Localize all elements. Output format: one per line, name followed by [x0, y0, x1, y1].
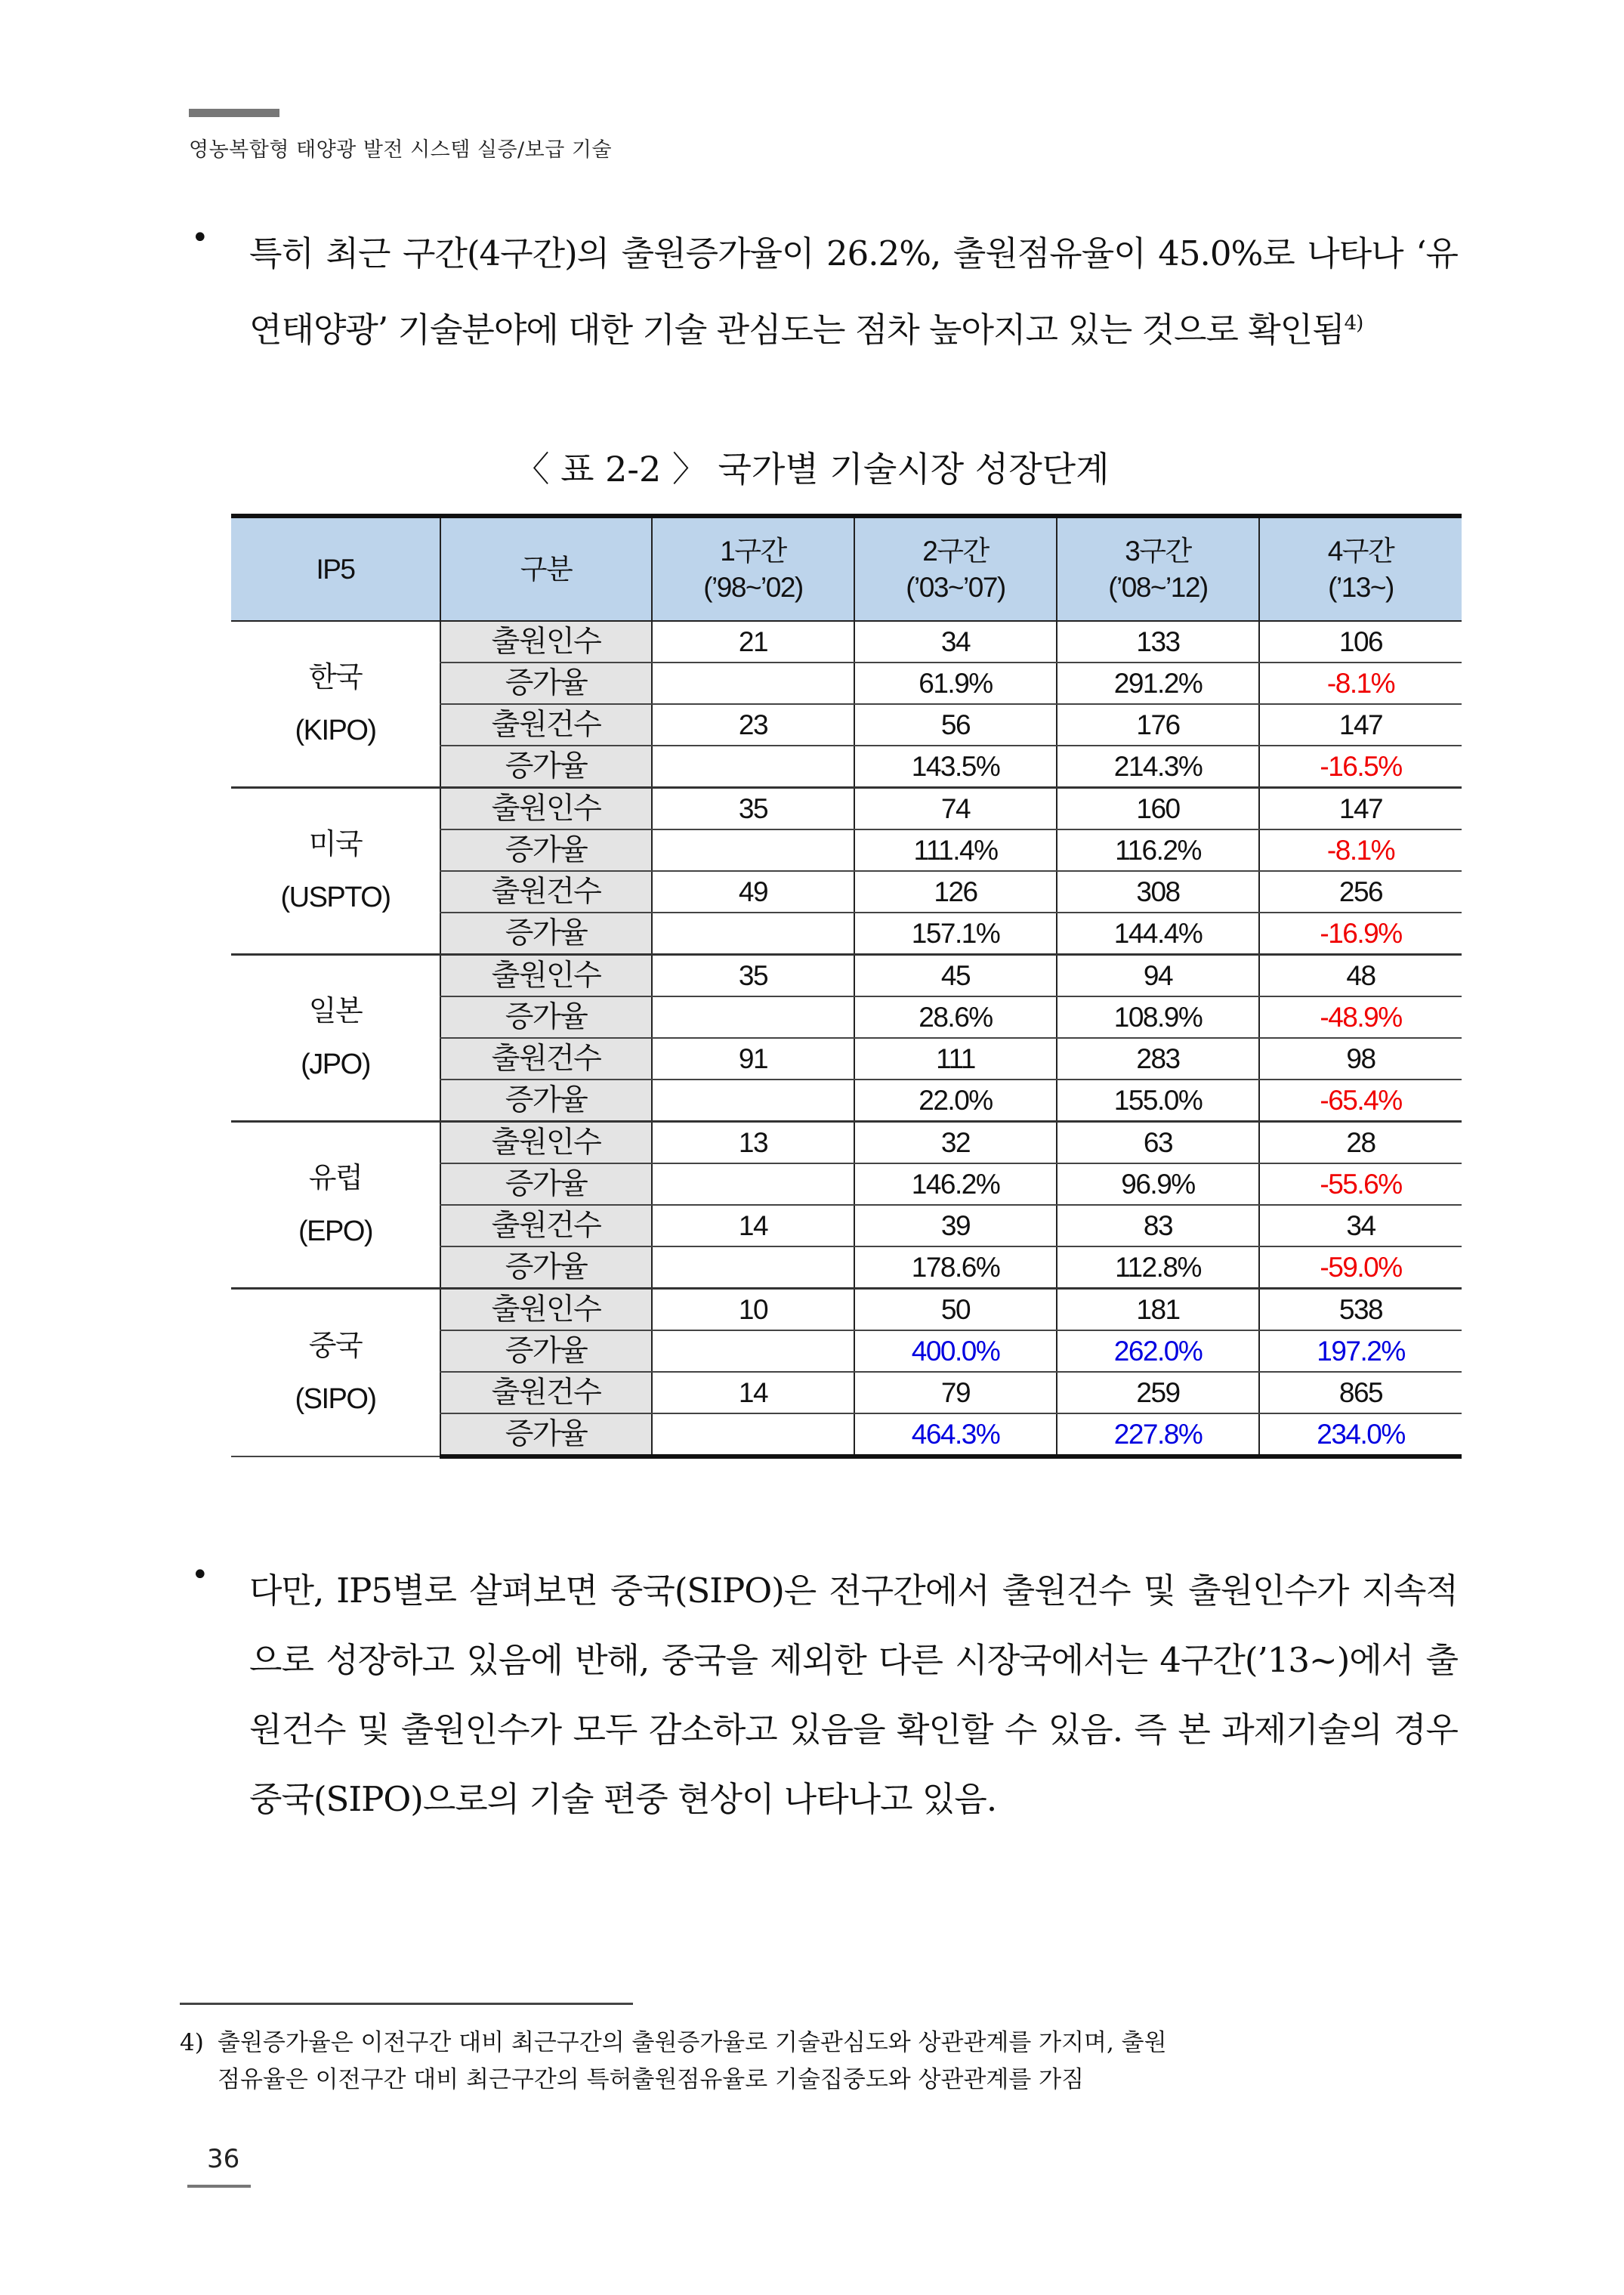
ip5-office-cell — [231, 621, 440, 788]
value-cell: 98 — [1259, 1038, 1462, 1080]
period-range: (’98~’02) — [703, 571, 803, 603]
value-cell: 13 — [652, 1122, 854, 1164]
category-cell: 출원인수 — [440, 788, 652, 830]
value-cell: 45 — [854, 955, 1057, 997]
value-cell: 35 — [652, 788, 854, 830]
value-cell: 160 — [1057, 788, 1259, 830]
category-cell: 출원인수 — [440, 1122, 652, 1164]
value-cell: -59.0% — [1259, 1246, 1462, 1289]
ip5-office-cell — [231, 788, 440, 955]
value-cell — [652, 913, 854, 955]
table-row — [231, 1122, 1462, 1164]
value-cell: 155.0% — [1057, 1080, 1259, 1122]
value-cell: 214.3% — [1057, 746, 1259, 788]
category-cell: 증가율 — [440, 1330, 652, 1372]
footer-decor-bar — [187, 2185, 251, 2188]
value-cell: 23 — [652, 704, 854, 746]
value-cell: 34 — [854, 621, 1057, 663]
table-body — [231, 621, 1462, 1456]
value-cell — [652, 1330, 854, 1372]
category-cell: 출원건수 — [440, 704, 652, 746]
value-cell: 21 — [652, 621, 854, 663]
table-row — [231, 955, 1462, 997]
value-cell: 157.1% — [854, 913, 1057, 955]
header-period-4 — [1259, 516, 1462, 621]
value-cell: 234.0% — [1259, 1413, 1462, 1456]
value-cell: 111.4% — [854, 829, 1057, 871]
value-cell: 83 — [1057, 1205, 1259, 1246]
table-row — [231, 621, 1462, 663]
running-header-title: 영농복합형 태양광 발전 시스템 실증/보급 기술 — [189, 138, 613, 162]
value-cell: 74 — [854, 788, 1057, 830]
category-cell: 출원건수 — [440, 871, 652, 913]
value-cell: 256 — [1259, 871, 1462, 913]
value-cell: 227.8% — [1057, 1413, 1259, 1456]
period-range: (’03~’07) — [906, 571, 1005, 603]
category-cell: 출원건수 — [440, 1205, 652, 1246]
ip5-office-cell — [231, 955, 440, 1122]
paragraph-china-concentration: 다만, IP5별로 살펴보면 중국(SIPO)은 전구간에서 출원건수 및 출원인수가 지속적으로 성장하고 있음에 반해, 중국을 제외한 다른 시장국에서는 4구간(’13~)에서 출원건수 및 출원인수가 모두 감소하고 있음을 확인할 수 있음. 즉 본 과제기술의 경우 중국(SIPO)으로의 기술 편중 현상이 나타나고 있음. — [249, 1571, 1458, 1819]
header-ip5: IP5 — [231, 516, 440, 621]
country-name: 중국 — [308, 1330, 363, 1362]
footnote-divider — [180, 2003, 633, 2005]
header-period-2 — [854, 516, 1057, 621]
value-cell: 262.0% — [1057, 1330, 1259, 1372]
value-cell: 39 — [854, 1205, 1057, 1246]
value-cell: 56 — [854, 704, 1057, 746]
footnote-number: 4) — [180, 2029, 204, 2056]
value-cell: 112.8% — [1057, 1246, 1259, 1289]
office-code: (JPO) — [301, 1049, 370, 1080]
footnote-line-2: 점유율은 이전구간 대비 최근구간의 특허출원점유율로 기술집중도와 상관관계를 가짐 — [218, 2066, 1085, 2093]
category-cell: 증가율 — [440, 996, 652, 1038]
value-cell — [652, 829, 854, 871]
value-cell — [652, 1163, 854, 1205]
office-code: (KIPO) — [295, 715, 376, 746]
period-label: 1구간 — [720, 535, 786, 567]
paragraph-interest-trend — [249, 219, 1458, 365]
period-range: (’13~) — [1328, 571, 1394, 603]
value-cell: 108.9% — [1057, 996, 1259, 1038]
footnote-ref[interactable]: 4) — [1344, 312, 1363, 335]
value-cell: 111 — [854, 1038, 1057, 1080]
value-cell: 34 — [1259, 1205, 1462, 1246]
growth-stage-table — [231, 514, 1462, 1459]
table-row — [231, 1289, 1462, 1331]
value-cell: 464.3% — [854, 1413, 1057, 1456]
value-cell: 133 — [1057, 621, 1259, 663]
value-cell: -16.9% — [1259, 913, 1462, 955]
category-cell: 증가율 — [440, 1080, 652, 1122]
value-cell: 126 — [854, 871, 1057, 913]
value-cell — [652, 1246, 854, 1289]
period-range: (’08~’12) — [1108, 571, 1208, 603]
value-cell: 146.2% — [854, 1163, 1057, 1205]
value-cell: 96.9% — [1057, 1163, 1259, 1205]
page-number: 36 — [207, 2144, 240, 2174]
table-row — [231, 788, 1462, 830]
header-period-3 — [1057, 516, 1259, 621]
table-caption: 〈 표 2-2 〉 국가별 기술시장 성장단계 — [514, 449, 1110, 490]
paragraph-text: 특히 최근 구간(4구간)의 출원증가율이 26.2%, 출원점유율이 45.0%로 나타나 ‘유연태양광’ 기술분야에 대한 기술 관심도는 점차 높아지고 있는 것으로 확인됨 — [249, 233, 1458, 350]
value-cell: 28.6% — [854, 996, 1057, 1038]
category-cell: 증가율 — [440, 829, 652, 871]
value-cell: -55.6% — [1259, 1163, 1462, 1205]
category-cell: 증가율 — [440, 663, 652, 704]
office-code: (EPO) — [298, 1215, 373, 1247]
value-cell: 14 — [652, 1372, 854, 1413]
value-cell: -8.1% — [1259, 663, 1462, 704]
value-cell: 197.2% — [1259, 1330, 1462, 1372]
value-cell: 308 — [1057, 871, 1259, 913]
category-cell: 출원인수 — [440, 955, 652, 997]
office-code: (SIPO) — [295, 1383, 376, 1415]
category-cell: 출원인수 — [440, 621, 652, 663]
value-cell: -48.9% — [1259, 996, 1462, 1038]
bullet-icon: • — [191, 1558, 209, 1592]
ip5-office-cell — [231, 1122, 440, 1289]
value-cell: 181 — [1057, 1289, 1259, 1331]
value-cell — [652, 996, 854, 1038]
country-name: 한국 — [308, 662, 363, 693]
value-cell: 147 — [1259, 704, 1462, 746]
table-header-row — [231, 516, 1462, 621]
value-cell: 61.9% — [854, 663, 1057, 704]
value-cell: 14 — [652, 1205, 854, 1246]
header-category: 구분 — [440, 516, 652, 621]
country-name: 유럽 — [308, 1163, 363, 1194]
bullet-icon: • — [191, 221, 209, 255]
value-cell: 50 — [854, 1289, 1057, 1331]
period-label: 4구간 — [1327, 535, 1394, 567]
value-cell: 94 — [1057, 955, 1259, 997]
value-cell: 144.4% — [1057, 913, 1259, 955]
value-cell: 106 — [1259, 621, 1462, 663]
value-cell: 283 — [1057, 1038, 1259, 1080]
value-cell: 22.0% — [854, 1080, 1057, 1122]
country-name: 일본 — [308, 996, 363, 1027]
period-label: 2구간 — [922, 535, 989, 567]
value-cell: 10 — [652, 1289, 854, 1331]
country-name: 미국 — [308, 829, 363, 860]
category-cell: 출원건수 — [440, 1372, 652, 1413]
category-cell: 증가율 — [440, 1246, 652, 1289]
value-cell: 147 — [1259, 788, 1462, 830]
value-cell: -16.5% — [1259, 746, 1462, 788]
ip5-office-cell — [231, 1289, 440, 1457]
value-cell: 28 — [1259, 1122, 1462, 1164]
value-cell — [652, 663, 854, 704]
value-cell — [652, 746, 854, 788]
value-cell: 259 — [1057, 1372, 1259, 1413]
value-cell — [652, 1413, 854, 1456]
value-cell: 143.5% — [854, 746, 1057, 788]
footnote-4 — [180, 2025, 1464, 2099]
value-cell: 291.2% — [1057, 663, 1259, 704]
value-cell: -8.1% — [1259, 829, 1462, 871]
value-cell: 538 — [1259, 1289, 1462, 1331]
value-cell: -65.4% — [1259, 1080, 1462, 1122]
value-cell: 176 — [1057, 704, 1259, 746]
category-cell: 증가율 — [440, 746, 652, 788]
category-cell: 증가율 — [440, 1413, 652, 1456]
value-cell — [652, 1080, 854, 1122]
value-cell: 400.0% — [854, 1330, 1057, 1372]
value-cell: 35 — [652, 955, 854, 997]
header-period-1 — [652, 516, 854, 621]
value-cell: 32 — [854, 1122, 1057, 1164]
value-cell: 79 — [854, 1372, 1057, 1413]
footnote-line-1: 출원증가율은 이전구간 대비 최근구간의 출원증가율로 기술관심도와 상관관계를 가지며, 출원 — [218, 2029, 1167, 2056]
category-cell: 출원인수 — [440, 1289, 652, 1331]
value-cell: 63 — [1057, 1122, 1259, 1164]
value-cell: 49 — [652, 871, 854, 913]
office-code: (USPTO) — [280, 882, 391, 913]
value-cell: 91 — [652, 1038, 854, 1080]
category-cell: 증가율 — [440, 913, 652, 955]
value-cell: 865 — [1259, 1372, 1462, 1413]
value-cell: 116.2% — [1057, 829, 1259, 871]
category-cell: 증가율 — [440, 1163, 652, 1205]
value-cell: 48 — [1259, 955, 1462, 997]
category-cell: 출원건수 — [440, 1038, 652, 1080]
header-decor-bar — [189, 109, 279, 117]
value-cell: 178.6% — [854, 1246, 1057, 1289]
period-label: 3구간 — [1125, 535, 1191, 567]
